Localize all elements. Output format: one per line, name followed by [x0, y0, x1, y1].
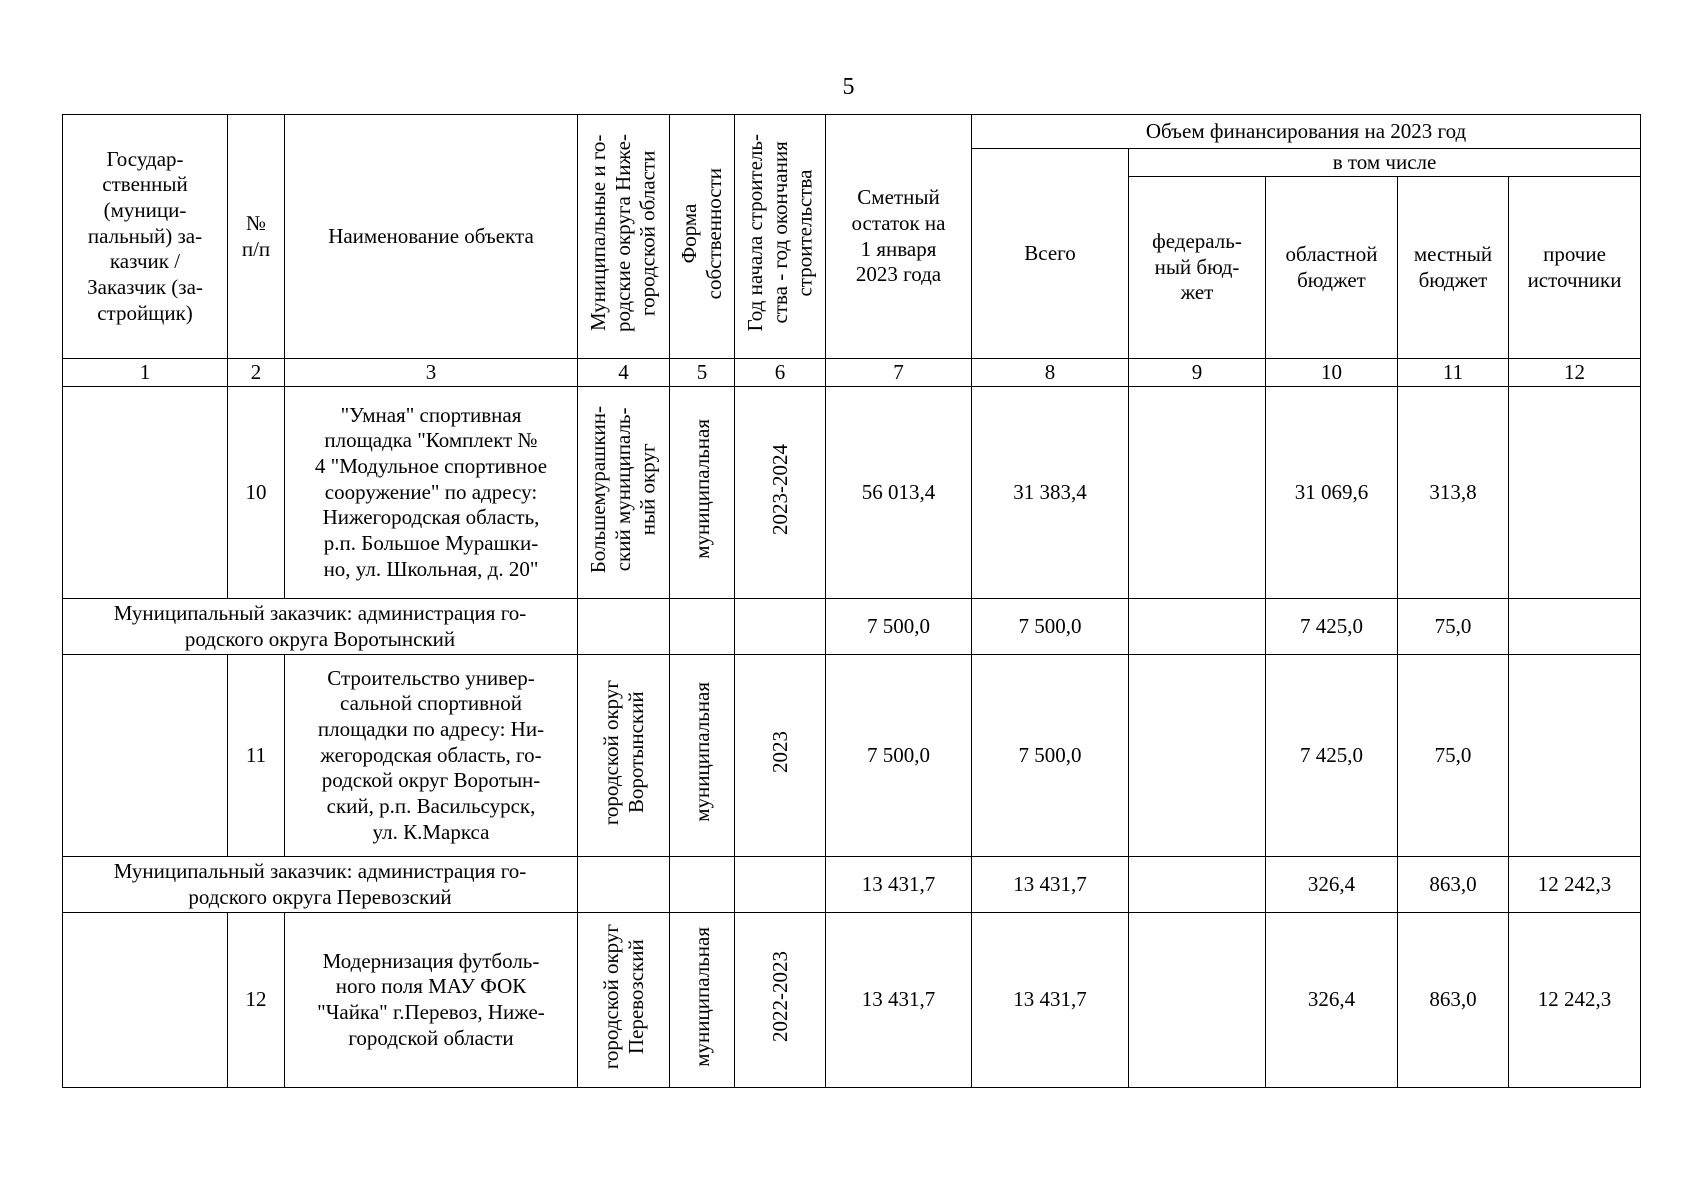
customer-row [63, 857, 1641, 913]
cell-municipality [578, 655, 670, 857]
cell-local: 863,0 [1398, 857, 1509, 913]
cell-other [1509, 599, 1641, 655]
cell-object-name: "Умная" спортивная площадка "Комплект № 4 "Модульное спортивное сооружение" по адресу: Нижегородская область, р.п. Большое Мурашки- но, ул. Школьная, д. 20" [285, 387, 578, 599]
cell-ownership [670, 599, 735, 655]
header-municipality [578, 115, 670, 359]
table-row [63, 913, 1641, 1088]
column-number: 5 [670, 359, 735, 387]
cell-ownership [670, 857, 735, 913]
cell-municipality-text: городской округ Воротынский [598, 679, 648, 825]
cell-other: 12 242,3 [1509, 857, 1641, 913]
column-number: 10 [1266, 359, 1398, 387]
cell-total: 31 383,4 [972, 387, 1129, 599]
header-customer: Государ- ственный (муници- пальный) за- казчик / Заказчик (за- стройщик) [63, 115, 228, 359]
cell-federal [1129, 387, 1266, 599]
cell-object-name: Строительство универ- сальной спортивной площадки по адресу: Ни- жегородская область, го- родской округ Воротын- ский, р.п. Васильсурск, ул. К.Маркса [285, 655, 578, 857]
header-years-text: Год начала строитель- ства - год окончания строительства [742, 134, 817, 332]
header-years [735, 115, 826, 359]
financing-table [62, 114, 1641, 1088]
cell-federal [1129, 913, 1266, 1088]
page-number: 5 [842, 74, 855, 100]
customer-row [63, 599, 1641, 655]
cell-total: 7 500,0 [972, 655, 1129, 857]
cell-other [1509, 387, 1641, 599]
cell-customer-label: Муниципальный заказчик: администрация го- родского округа Перевозский [63, 857, 578, 913]
cell-ownership-text: муниципальная [689, 419, 714, 560]
header-federal: федераль- ный бюд- жет [1129, 177, 1266, 359]
header-ownership-text: Форма собственности [677, 167, 726, 299]
column-number: 12 [1509, 359, 1641, 387]
cell-local: 313,8 [1398, 387, 1509, 599]
cell-years-text: 2023 [767, 731, 792, 774]
header-local: местный бюджет [1398, 177, 1509, 359]
cell-ownership [670, 387, 735, 599]
cell-years [735, 387, 826, 599]
header-num: № п/п [228, 115, 285, 359]
cell-years-text: 2022-2023 [767, 951, 792, 1043]
column-number: 9 [1129, 359, 1266, 387]
cell-regional: 7 425,0 [1266, 599, 1398, 655]
column-number: 1 [63, 359, 228, 387]
cell-regional: 326,4 [1266, 913, 1398, 1088]
cell-customer [63, 655, 228, 857]
cell-customer-label: Муниципальный заказчик: администрация го- родского округа Воротынский [63, 599, 578, 655]
cell-regional: 7 425,0 [1266, 655, 1398, 857]
table-row [63, 655, 1641, 857]
cell-num: 12 [228, 913, 285, 1088]
cell-estimate: 13 431,7 [826, 857, 972, 913]
cell-estimate: 7 500,0 [826, 599, 972, 655]
header-including: в том числе [1129, 149, 1641, 177]
cell-ownership-text: муниципальная [689, 682, 714, 823]
cell-total: 13 431,7 [972, 913, 1129, 1088]
cell-other: 12 242,3 [1509, 913, 1641, 1088]
cell-regional: 326,4 [1266, 857, 1398, 913]
cell-federal [1129, 599, 1266, 655]
cell-num: 10 [228, 387, 285, 599]
column-number: 4 [578, 359, 670, 387]
cell-years [735, 913, 826, 1088]
cell-total: 13 431,7 [972, 857, 1129, 913]
cell-municipality [578, 857, 670, 913]
cell-years [735, 857, 826, 913]
cell-regional: 31 069,6 [1266, 387, 1398, 599]
cell-ownership-text: муниципальная [689, 926, 714, 1067]
cell-federal [1129, 655, 1266, 857]
cell-local: 75,0 [1398, 599, 1509, 655]
cell-years-text: 2023-2024 [767, 443, 792, 535]
column-number: 2 [228, 359, 285, 387]
header-estimate: Сметный остаток на 1 января 2023 года [826, 115, 972, 359]
column-number: 6 [735, 359, 826, 387]
cell-customer [63, 387, 228, 599]
cell-municipality [578, 913, 670, 1088]
cell-municipality-text: Большемурашкин- ский муниципаль- ный округ [586, 405, 660, 573]
column-number: 11 [1398, 359, 1509, 387]
header-object-name: Наименование объекта [285, 115, 578, 359]
cell-object-name: Модернизация футболь- ного поля МАУ ФОК "Чайка" г.Перевоз, Ниже- городской области [285, 913, 578, 1088]
cell-other [1509, 655, 1641, 857]
cell-estimate: 13 431,7 [826, 913, 972, 1088]
column-number: 3 [285, 359, 578, 387]
column-number: 7 [826, 359, 972, 387]
header-total: Всего [972, 149, 1129, 359]
cell-num: 11 [228, 655, 285, 857]
cell-municipality [578, 387, 670, 599]
header-ownership [670, 115, 735, 359]
header-funding: Объем финансирования на 2023 год [972, 115, 1641, 149]
cell-years [735, 599, 826, 655]
cell-local: 863,0 [1398, 913, 1509, 1088]
cell-ownership [670, 913, 735, 1088]
column-numbers-row [63, 359, 1641, 387]
cell-ownership [670, 655, 735, 857]
column-number: 8 [972, 359, 1129, 387]
table-row [63, 387, 1641, 599]
cell-customer [63, 913, 228, 1088]
header-other: прочие источники [1509, 177, 1641, 359]
cell-federal [1129, 857, 1266, 913]
cell-local: 75,0 [1398, 655, 1509, 857]
cell-municipality [578, 599, 670, 655]
header-regional: областной бюджет [1266, 177, 1398, 359]
cell-estimate: 7 500,0 [826, 655, 972, 857]
cell-total: 7 500,0 [972, 599, 1129, 655]
header-municipality-text: Муниципальные и го- родские округа Ниже- городской области [586, 134, 660, 333]
cell-estimate: 56 013,4 [826, 387, 972, 599]
cell-years [735, 655, 826, 857]
cell-municipality-text: городской округ Перевозский [598, 924, 648, 1070]
